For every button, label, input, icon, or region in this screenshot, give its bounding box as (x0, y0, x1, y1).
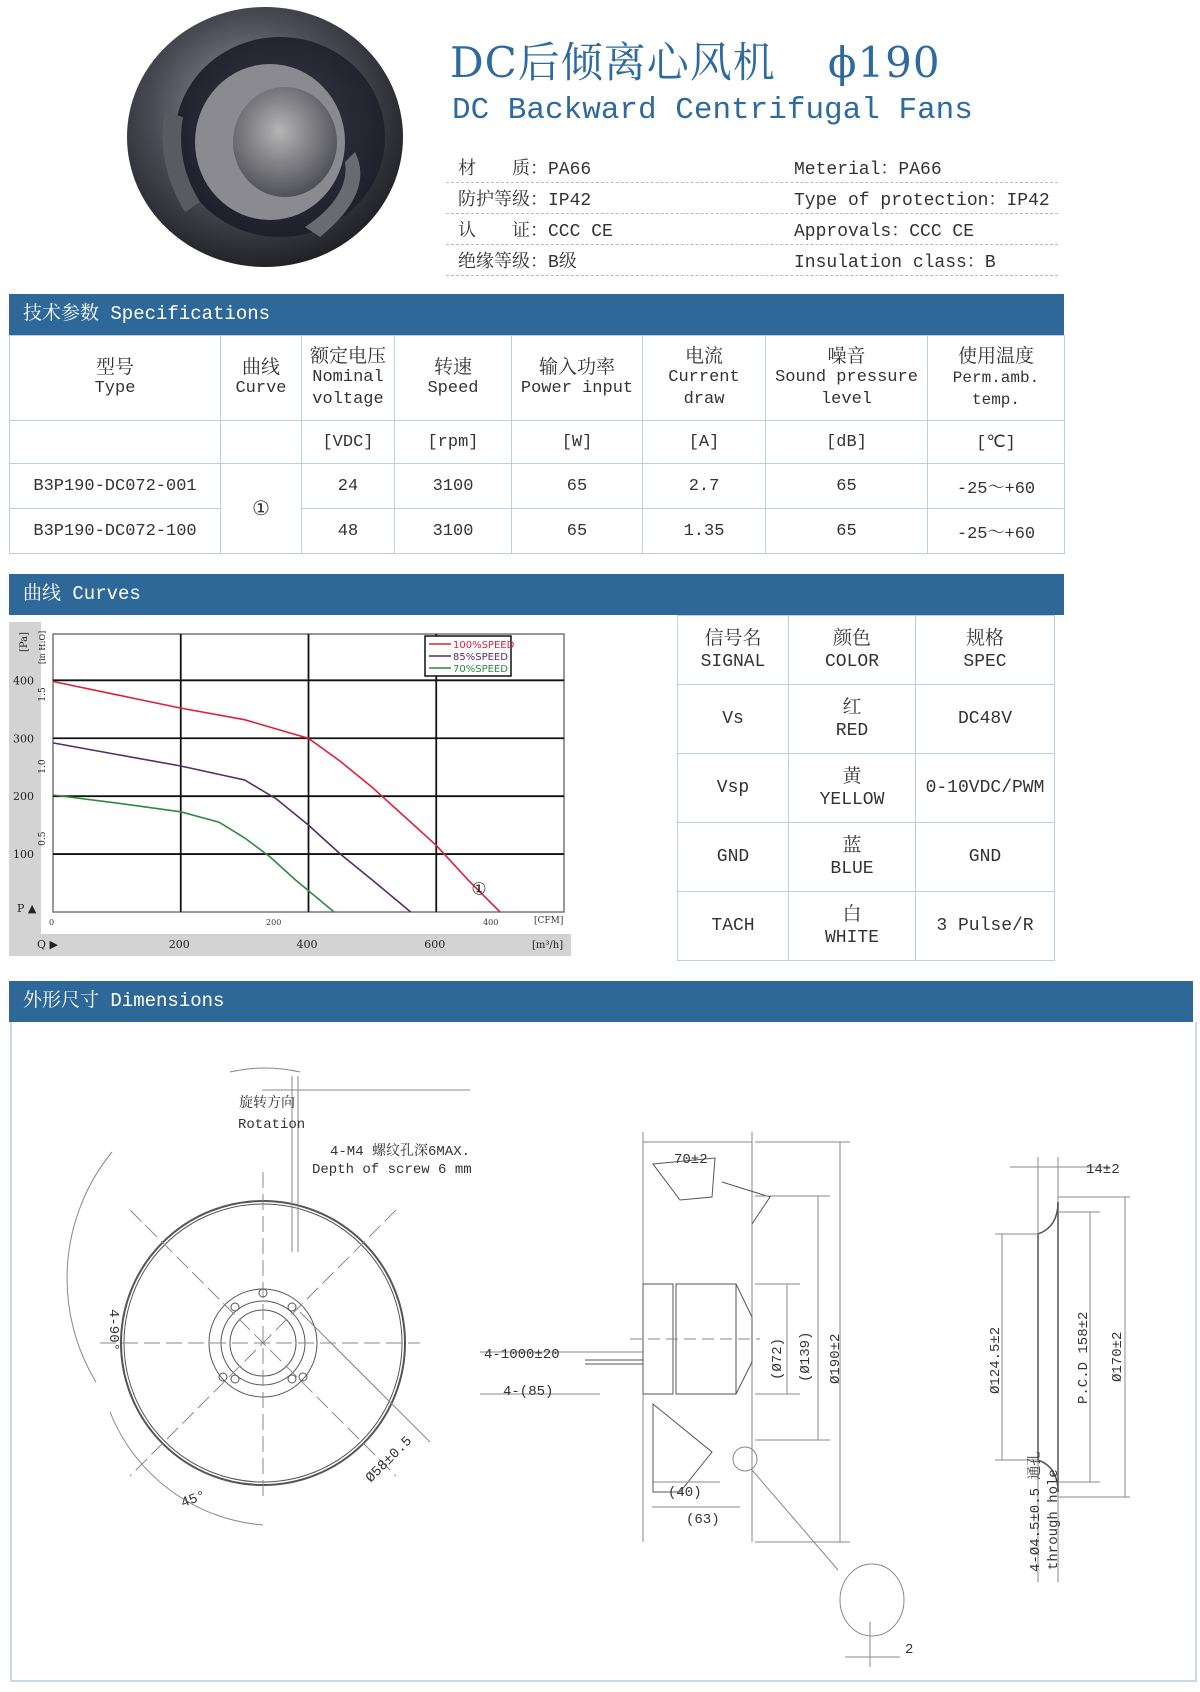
y2-tick-label: 1.0 (38, 759, 48, 774)
property-row (446, 245, 1058, 276)
col-current: 电流 Current draw (643, 336, 766, 421)
table-unit-row: [VDC] [rpm] [W] [A] [dB] [℃] (10, 421, 1065, 464)
cable-strip-label: 4-(85) (503, 1384, 554, 1400)
curve-marker: ① (471, 879, 487, 900)
specifications-table (9, 335, 1065, 554)
x2-tick-label: 200 (266, 918, 282, 927)
legend-label: 85%SPEED (453, 652, 508, 663)
ring-pcd-label: P.C.D 158±2 (1076, 1311, 1092, 1404)
x2-tick-label: 0 (49, 918, 55, 927)
model-number: B3P190-DC072-100 (10, 509, 221, 554)
property-value: IP42 (1006, 191, 1050, 211)
detail-2-label: 2 (905, 1642, 914, 1658)
screw-label-en: Depth of screw 6 mm (312, 1162, 472, 1178)
ring-width-label: 14±2 (1086, 1162, 1120, 1178)
signal-row: TACH 白 WHITE 3 Pulse/R (678, 892, 1055, 961)
property-value: IP42 (548, 191, 592, 211)
width-label: 70±2 (674, 1152, 708, 1168)
ring-inner-label: Ø124.5±2 (988, 1326, 1004, 1394)
rotation-label-en: Rotation (238, 1117, 306, 1133)
legend-label: 70%SPEED (453, 664, 508, 675)
property-label: Meterial： (794, 160, 899, 180)
table-header-row (10, 336, 1065, 421)
property-label: Insulation class： (794, 253, 985, 273)
property-value: PA66 (898, 160, 942, 180)
table-row: B3P190-DC072-100 48 3100 65 1.35 65 -25～+60 (10, 509, 1065, 554)
dimension-drawings (0, 1022, 1200, 1682)
x2-axis-unit: [CFM] (534, 916, 564, 926)
curve-ref: ① (221, 464, 302, 554)
col-voltage: 额定电压 Nominal voltage (302, 336, 395, 421)
property-label: 认 证： (458, 222, 548, 242)
front-view (67, 1068, 470, 1525)
angle-45-label: 45° (179, 1488, 209, 1512)
x-tick-label: 600 (424, 938, 446, 951)
product-title (450, 30, 941, 90)
property-row (446, 183, 1058, 214)
angle-90-label: 4-90° (105, 1308, 122, 1352)
property-value: B级 (548, 253, 577, 273)
signal-table (677, 615, 1055, 961)
hole-label-en: through hole (1046, 1469, 1062, 1570)
product-subtitle: DC Backward Centrifugal Fans (452, 93, 973, 128)
depth-40-label: (40) (668, 1485, 702, 1501)
col-speed: 转速 Speed (395, 336, 512, 421)
product-photo (105, 2, 405, 272)
y2-tick-label: 1.5 (38, 687, 48, 702)
y-tick-label: 100 (13, 848, 34, 862)
x-tick-label: 400 (296, 938, 318, 951)
property-label: 防护等级： (458, 191, 548, 211)
screw-label-cn: 4-M4 螺纹孔深6MAX. (330, 1144, 471, 1160)
depth-63-label: (63) (686, 1512, 720, 1528)
property-value: B (984, 253, 996, 273)
title-cn: DC后倾离心风机 (450, 38, 776, 87)
chart-legend (425, 636, 515, 676)
col-noise: 噪音 Sound pressure level (766, 336, 928, 421)
legend-label: 100%SPEED (453, 640, 515, 651)
signal-row: Vs 红 RED DC48V (678, 685, 1055, 754)
y-axis-label: P ▲ (17, 902, 37, 915)
signal-header-row: 信号名 SIGNAL 颜色 COLOR 规格 SPEC (678, 616, 1055, 685)
y2-axis-unit: [in H₂O] (38, 630, 47, 664)
dimensions-header: 外形尺寸 Dimensions (9, 981, 1193, 1022)
model-number: B3P190-DC072-001 (10, 464, 221, 509)
specifications-header: 技术参数 Specifications (9, 294, 1064, 335)
y-tick-label: 300 (13, 732, 34, 746)
property-label: Type of protection： (794, 191, 1007, 211)
property-row (446, 152, 1058, 183)
y2-tick-label: 0.5 (38, 831, 48, 846)
title-size: ϕ190 (827, 38, 941, 87)
property-value: PA66 (548, 160, 592, 180)
property-label: 绝缘等级： (458, 253, 548, 273)
property-label: Approvals： (794, 222, 910, 242)
property-row (446, 214, 1058, 245)
y-tick-label: 400 (13, 674, 34, 688)
rotation-label-cn: 旋转方向 (239, 1095, 295, 1111)
signal-row: GND 蓝 BLUE GND (678, 823, 1055, 892)
signal-row: Vsp 黄 YELLOW 0-10VDC/PWM (678, 754, 1055, 823)
property-value: CCC CE (548, 222, 613, 242)
curves-header: 曲线 Curves (9, 574, 1064, 615)
ring-outer-label: Ø170±2 (1110, 1331, 1126, 1382)
property-value: CCC CE (909, 222, 975, 242)
table-row: B3P190-DC072-001 ① 24 3100 65 2.7 65 -25～+60 (10, 464, 1065, 509)
inner-dia-label: (Ø139) (798, 1331, 814, 1382)
hub-dia-label: Ø58±0.5 (362, 1433, 416, 1487)
y-axis-unit: [Pa] (19, 631, 30, 652)
outer-dia-label: Ø190±2 (828, 1333, 844, 1384)
col-power: 输入功率 Power input (512, 336, 643, 421)
x-axis-unit: [m³/h] (532, 940, 564, 951)
x2-tick-label: 400 (483, 918, 499, 927)
cable-length-label: 4-1000±20 (484, 1347, 560, 1363)
col-temp: 使用温度 Perm.amb. temp. (928, 336, 1065, 421)
col-curve: 曲线 Curve (221, 336, 302, 421)
hole-label-cn: 4-Ø4.5±0.5 通孔 (1028, 1451, 1044, 1572)
y-tick-label: 200 (13, 790, 34, 804)
x-axis-label: Q ▶ (37, 938, 58, 951)
chart-svg (9, 622, 571, 956)
properties-list (446, 152, 1058, 276)
performance-chart (9, 622, 571, 956)
property-label: 材 质： (458, 160, 548, 180)
x-tick-label: 200 (168, 938, 190, 951)
drawing-svg (0, 1022, 1200, 1682)
motor-dia-label: (Ø72) (770, 1337, 786, 1380)
col-type: 型号 Type (10, 336, 221, 421)
